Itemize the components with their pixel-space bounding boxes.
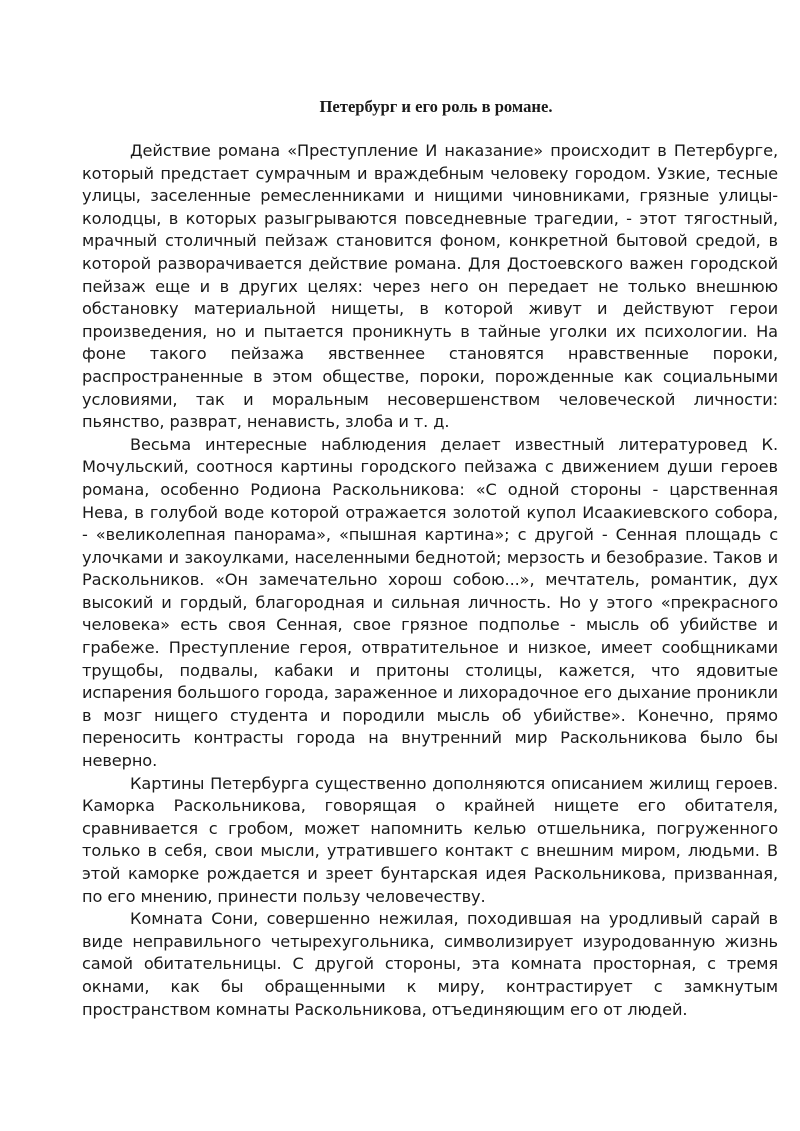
document-page [82, 95, 778, 1021]
paragraph-1: Действие романа «Преступление И наказание» происходит в Петербурге, который предстает сумрачным и враждебным человеку городом. Узкие, тесные улицы, заселенные ремесленниками и нищими чиновниками, грязные улицы-колодцы, в которых разыгрываются повседневные трагедии, - этот тягостный, мрачный столичный пейзаж становится фоном, конкретной бытовой средой, в которой разворачивается действие романа. Для Достоевского важен городской пейзаж еще и в других целях: через него он передает не только внешнюю обстановку материальной нищеты, в которой живут и действуют герои произведения, но и пытается проникнуть в тайные уголки их психологии. На фоне такого пейзажа явственнее становятся нравственные пороки, распространенные в этом обществе, пороки, порожденные как социальными условиями, так и моральным несовершенством человеческой личности: пьянство, разврат, ненависть, злоба и т. д. [82, 141, 778, 432]
document-title: Петербург и его роль в романе. [319, 97, 553, 116]
paragraph-4: Комната Сони, совершенно нежилая, походившая на уродливый сарай в виде неправильного четырехугольника, символизирует изуродованную жизнь самой обитательницы. С другой стороны, эта комната просторная, с тремя окнами, как бы обращенными к миру, контрастирует с замкнутым пространством комнаты Раскольникова, отъединяющим его от людей. [82, 909, 778, 1019]
paragraph-2: Весьма интересные наблюдения делает известный литературовед К. Мочульский, соотнося картины городского пейзажа с движением души героев романа, особенно Родиона Раскольникова: «С одной стороны - царственная Нева, в голубой воде которой отражается золотой купол Исаакиевского собора, - «великолепная панорама», «пышная картина»; с другой - Сенная площадь с улочками и закоулками, населенными беднотой; мерзость и безобразие. Таков и Раскольников. «Он замечательно хорош собою...», мечтатель, романтик, дух высокий и гордый, благородная и сильная личность. Но у этого «прекрасного человека» есть своя Сенная, свое грязное подполье - мысль об убийстве и грабеже. Преступление героя, отвратительное и низкое, имеет сообщниками трущобы, подвалы, кабаки и притоны столицы, кажется, что ядовитые испарения большого города, зараженное и лихорадочное его дыхание проникли в мозг нищего студента и породили мысль об убийстве». Конечно, прямо переносить контрасты города на внутренний мир Раскольникова было бы неверно. [82, 434, 778, 771]
paragraph-3: Картины Петербурга существенно дополняются описанием жилищ героев. Каморка Раскольникова, говорящая о крайней нищете его обитателя, сравнивается с гробом, может напомнить келью отшельника, погруженного только в себя, свои мысли, утратившего контакт с внешним миром, людьми. В этой каморке рождается и зреет бунтарская идея Раскольникова, призванная, по его мнению, принести пользу человечеству. [82, 773, 778, 906]
